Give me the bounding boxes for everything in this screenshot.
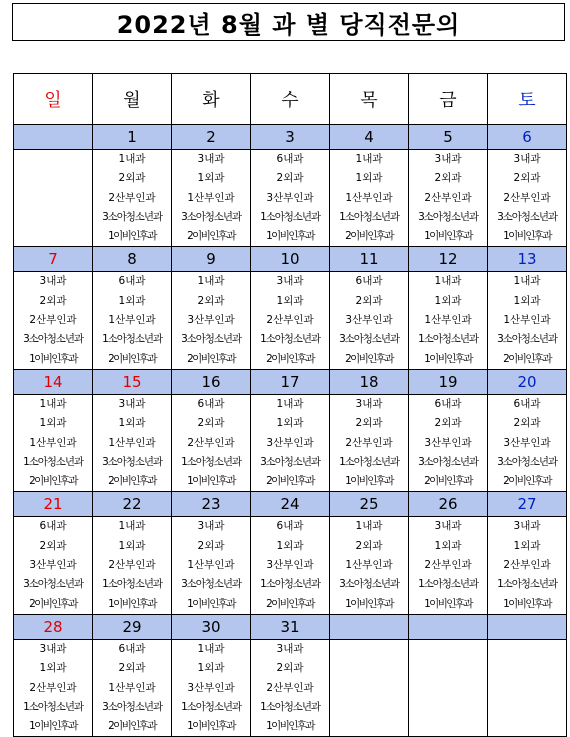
- duty-cell: [93, 150, 172, 247]
- duty-line: 1이비인후과: [29, 720, 77, 733]
- duty-line: 2이비인후과: [266, 352, 314, 365]
- duty-cell: [14, 394, 93, 491]
- duty-cell: [330, 272, 409, 369]
- duty-line: [409, 640, 487, 659]
- duty-cell: [172, 150, 251, 247]
- date-cell: 7: [14, 247, 93, 272]
- duty-line: 1외과: [197, 662, 225, 675]
- duty-line: 1이비인후과: [187, 597, 235, 610]
- duty-line: 1이비인후과: [108, 230, 156, 243]
- duty-line: 2이비인후과: [187, 352, 235, 365]
- duty-line: [14, 208, 92, 227]
- duty-line: 3소아청소년과: [23, 578, 83, 591]
- duty-line: 1산부인과: [345, 559, 393, 572]
- duty-line: 1이비인후과: [503, 230, 551, 243]
- duty-cell: [488, 517, 567, 614]
- duty-line: [409, 679, 487, 698]
- date-cell: 31: [251, 614, 330, 639]
- date-cell: 6: [488, 125, 567, 150]
- duty-cell: [409, 394, 488, 491]
- duty-line: 1이비인후과: [424, 230, 472, 243]
- duty-line: [14, 227, 92, 246]
- duty-cell: [409, 150, 488, 247]
- date-cell: 28: [14, 614, 93, 639]
- duty-line: 1이비인후과: [424, 352, 472, 365]
- duty-line: 6내과: [197, 397, 225, 410]
- duty-line: 1산부인과: [108, 681, 156, 694]
- date-cell: 9: [172, 247, 251, 272]
- duty-line: 2외과: [355, 539, 383, 552]
- duty-line: 3소아청소년과: [23, 333, 83, 346]
- duty-line: 6내과: [276, 153, 304, 165]
- duty-cell: [251, 639, 330, 736]
- duty-line: 1이비인후과: [424, 597, 472, 610]
- duty-line: 2이비인후과: [108, 352, 156, 365]
- duty-line: 1이비인후과: [266, 230, 314, 243]
- duty-line: 6내과: [513, 397, 541, 410]
- duty-cell: [93, 517, 172, 614]
- date-cell: 17: [251, 369, 330, 394]
- duty-line: 1이비인후과: [187, 475, 235, 488]
- date-cell: 27: [488, 492, 567, 517]
- duty-line: [14, 150, 92, 169]
- duty-line: 1소아청소년과: [181, 700, 241, 713]
- date-cell: 10: [251, 247, 330, 272]
- weekday-header-sun: 일: [14, 74, 93, 125]
- duty-line: 2외과: [197, 294, 225, 307]
- date-cell: 23: [172, 492, 251, 517]
- duty-line: 3산부인과: [29, 559, 77, 572]
- duty-line: 1외과: [118, 539, 146, 552]
- duty-line: 3소아청소년과: [497, 455, 557, 468]
- date-cell: 4: [330, 125, 409, 150]
- duty-line: 3내과: [197, 153, 225, 165]
- duty-line: 2외과: [276, 172, 304, 185]
- duty-row: [14, 639, 567, 736]
- duty-line: 1소아청소년과: [497, 578, 557, 591]
- date-cell: 22: [93, 492, 172, 517]
- duty-line: 1내과: [197, 642, 225, 655]
- duty-line: 6내과: [276, 520, 304, 533]
- date-cell: 24: [251, 492, 330, 517]
- date-cell: 12: [409, 247, 488, 272]
- date-row: [14, 369, 567, 394]
- duty-line: 2이비인후과: [29, 475, 77, 488]
- duty-line: 1이비인후과: [29, 352, 77, 365]
- duty-line: [488, 659, 566, 678]
- duty-line: 1내과: [118, 520, 146, 533]
- duty-line: 2산부인과: [345, 436, 393, 449]
- duty-row: [14, 517, 567, 614]
- date-cell: 30: [172, 614, 251, 639]
- duty-line: 3내과: [355, 397, 383, 410]
- duty-cell: [488, 394, 567, 491]
- duty-line: 2산부인과: [187, 436, 235, 449]
- duty-row: [14, 150, 567, 247]
- date-row: [14, 247, 567, 272]
- duty-cell: [93, 639, 172, 736]
- duty-line: 1소아청소년과: [418, 333, 478, 346]
- duty-line: 1이비인후과: [266, 720, 314, 733]
- duty-line: 1내과: [513, 275, 541, 288]
- duty-line: 1소아청소년과: [260, 578, 320, 591]
- duty-line: 2외과: [434, 172, 462, 185]
- duty-line: 3소아청소년과: [339, 578, 399, 591]
- date-cell: [409, 614, 488, 639]
- duty-cell: [251, 517, 330, 614]
- duty-line: 6내과: [434, 397, 462, 410]
- duty-line: 1외과: [513, 539, 541, 552]
- duty-line: 1외과: [118, 294, 146, 307]
- duty-line: 3내과: [513, 520, 541, 533]
- duty-line: 6내과: [355, 275, 383, 288]
- date-cell: [330, 614, 409, 639]
- duty-line: 3산부인과: [503, 436, 551, 449]
- duty-line: [488, 640, 566, 659]
- date-cell: [488, 614, 567, 639]
- page-title: 2022년 8월 과 별 당직전문의: [116, 10, 461, 39]
- duty-cell: [251, 150, 330, 247]
- duty-cell: [409, 272, 488, 369]
- duty-line: 1외과: [513, 294, 541, 307]
- duty-line: 1소아청소년과: [260, 210, 320, 223]
- date-cell: 26: [409, 492, 488, 517]
- duty-line: 1산부인과: [108, 436, 156, 449]
- duty-cell: [172, 639, 251, 736]
- title-box: [12, 3, 565, 41]
- duty-line: 1소아청소년과: [23, 455, 83, 468]
- duty-line: 2산부인과: [266, 681, 314, 694]
- duty-line: 1외과: [39, 417, 67, 430]
- duty-line: 1외과: [39, 662, 67, 675]
- date-row: [14, 614, 567, 639]
- duty-line: [488, 679, 566, 698]
- weekday-header-tue: 화: [172, 74, 251, 125]
- duty-line: 1산부인과: [187, 191, 235, 204]
- duty-line: 6내과: [39, 520, 67, 533]
- date-cell: 5: [409, 125, 488, 150]
- duty-line: 6내과: [118, 642, 146, 655]
- weekday-header-mon: 월: [93, 74, 172, 125]
- duty-line: 2외과: [118, 662, 146, 675]
- duty-line: 2이비인후과: [108, 475, 156, 488]
- duty-line: 1외과: [434, 539, 462, 552]
- duty-cell: [172, 272, 251, 369]
- weekday-header-wed: 수: [251, 74, 330, 125]
- duty-line: 2이비인후과: [187, 230, 235, 243]
- duty-line: 1이비인후과: [345, 475, 393, 488]
- duty-line: 2산부인과: [266, 314, 314, 327]
- duty-line: 3소아청소년과: [181, 578, 241, 591]
- duty-line: 2이비인후과: [424, 475, 472, 488]
- duty-cell: [93, 272, 172, 369]
- duty-line: 1이비인후과: [345, 597, 393, 610]
- duty-line: [488, 698, 566, 717]
- duty-line: 1산부인과: [503, 314, 551, 327]
- duty-cell: [14, 517, 93, 614]
- duty-line: [14, 169, 92, 188]
- duty-line: [409, 659, 487, 678]
- date-cell: 1: [93, 125, 172, 150]
- duty-line: 2외과: [355, 294, 383, 307]
- duty-line: 6내과: [118, 275, 146, 288]
- duty-line: 1산부인과: [345, 191, 393, 204]
- date-cell: 2: [172, 125, 251, 150]
- weekday-header-row: [14, 74, 567, 125]
- duty-cell: [172, 517, 251, 614]
- duty-cell: [330, 150, 409, 247]
- duty-line: 1내과: [39, 397, 67, 410]
- duty-line: 2산부인과: [108, 559, 156, 572]
- weekday-header-thu: 목: [330, 74, 409, 125]
- duty-line: 2이비인후과: [503, 352, 551, 365]
- duty-line: 2산부인과: [503, 191, 551, 204]
- duty-line: 3내과: [276, 275, 304, 288]
- duty-line: [330, 659, 408, 678]
- duty-cell: [14, 150, 93, 247]
- date-cell: 11: [330, 247, 409, 272]
- duty-line: [409, 717, 487, 736]
- duty-line: 3산부인과: [345, 314, 393, 327]
- duty-line: 2산부인과: [424, 559, 472, 572]
- duty-cell: [488, 150, 567, 247]
- duty-line: 1소아청소년과: [260, 700, 320, 713]
- date-row: [14, 492, 567, 517]
- duty-cell: [488, 639, 567, 736]
- duty-line: 3내과: [434, 153, 462, 165]
- duty-line: 3산부인과: [266, 436, 314, 449]
- duty-line: 2외과: [434, 417, 462, 430]
- duty-line: 1외과: [434, 294, 462, 307]
- duty-line: 1내과: [355, 520, 383, 533]
- duty-line: [409, 698, 487, 717]
- duty-line: 2외과: [39, 539, 67, 552]
- duty-line: 2산부인과: [424, 191, 472, 204]
- duty-line: 1내과: [118, 153, 146, 165]
- duty-line: 3내과: [276, 642, 304, 655]
- date-row: [14, 125, 567, 150]
- duty-line: 1외과: [276, 294, 304, 307]
- duty-line: 1산부인과: [29, 436, 77, 449]
- duty-line: 1이비인후과: [503, 597, 551, 610]
- date-cell: 8: [93, 247, 172, 272]
- duty-line: 3산부인과: [424, 436, 472, 449]
- duty-line: 1소아청소년과: [339, 455, 399, 468]
- duty-line: 3소아청소년과: [339, 333, 399, 346]
- date-cell: 29: [93, 614, 172, 639]
- duty-line: 2외과: [276, 662, 304, 675]
- duty-cell: [14, 639, 93, 736]
- date-cell: 16: [172, 369, 251, 394]
- date-cell: 18: [330, 369, 409, 394]
- weekday-header-fri: 금: [409, 74, 488, 125]
- duty-line: 2이비인후과: [345, 352, 393, 365]
- duty-line: 3소아청소년과: [102, 455, 162, 468]
- duty-line: 2산부인과: [29, 681, 77, 694]
- duty-line: 2이비인후과: [266, 597, 314, 610]
- date-cell: 25: [330, 492, 409, 517]
- duty-line: 3소아청소년과: [418, 455, 478, 468]
- duty-line: 3산부인과: [187, 681, 235, 694]
- duty-line: 3내과: [513, 153, 541, 165]
- duty-cell: [330, 517, 409, 614]
- duty-line: 1내과: [197, 275, 225, 288]
- duty-line: 3소아청소년과: [418, 210, 478, 223]
- duty-line: 1내과: [276, 397, 304, 410]
- duty-cell: [330, 639, 409, 736]
- duty-line: 1소아청소년과: [102, 578, 162, 591]
- duty-line: 1이비인후과: [108, 597, 156, 610]
- duty-line: 2외과: [39, 294, 67, 307]
- duty-line: 1소아청소년과: [418, 578, 478, 591]
- duty-cell: [14, 272, 93, 369]
- duty-line: 3소아청소년과: [260, 455, 320, 468]
- duty-line: 1내과: [355, 153, 383, 165]
- duty-line: 1외과: [355, 172, 383, 185]
- duty-line: 2산부인과: [29, 314, 77, 327]
- duty-line: 2외과: [513, 172, 541, 185]
- duty-line: 2이비인후과: [108, 720, 156, 733]
- duty-line: 2외과: [513, 417, 541, 430]
- date-cell: 21: [14, 492, 93, 517]
- duty-line: 3내과: [118, 397, 146, 410]
- duty-line: 3소아청소년과: [181, 333, 241, 346]
- date-cell: 3: [251, 125, 330, 150]
- duty-line: 3산부인과: [187, 314, 235, 327]
- date-cell: [14, 125, 93, 150]
- duty-line: 3내과: [434, 520, 462, 533]
- duty-line: 3산부인과: [266, 559, 314, 572]
- duty-line: [330, 640, 408, 659]
- duty-cell: [409, 517, 488, 614]
- date-cell: 20: [488, 369, 567, 394]
- duty-line: 2이비인후과: [29, 597, 77, 610]
- duty-line: 2외과: [118, 172, 146, 185]
- weekday-header-sat: 토: [488, 74, 567, 125]
- duty-line: 2외과: [197, 539, 225, 552]
- duty-line: [14, 189, 92, 208]
- duty-line: 2외과: [197, 417, 225, 430]
- duty-line: 3소아청소년과: [102, 210, 162, 223]
- duty-line: 1외과: [118, 417, 146, 430]
- duty-line: 1산부인과: [187, 559, 235, 572]
- duty-line: 1소아청소년과: [260, 333, 320, 346]
- duty-line: 2이비인후과: [503, 475, 551, 488]
- duty-line: 1소아청소년과: [339, 210, 399, 223]
- duty-line: 2이비인후과: [266, 475, 314, 488]
- duty-line: 1산부인과: [108, 314, 156, 327]
- duty-line: 1소아청소년과: [181, 455, 241, 468]
- duty-line: 2외과: [355, 417, 383, 430]
- duty-line: 3산부인과: [266, 191, 314, 204]
- duty-cell: [251, 394, 330, 491]
- date-cell: 13: [488, 247, 567, 272]
- duty-line: 1내과: [434, 275, 462, 288]
- duty-line: 3내과: [39, 275, 67, 288]
- date-cell: 19: [409, 369, 488, 394]
- duty-line: [330, 679, 408, 698]
- duty-line: 3내과: [197, 520, 225, 533]
- duty-line: 2이비인후과: [345, 230, 393, 243]
- calendar-table: [13, 73, 567, 737]
- duty-line: 1소아청소년과: [23, 700, 83, 713]
- duty-line: 3소아청소년과: [497, 333, 557, 346]
- duty-line: [330, 698, 408, 717]
- duty-line: 1산부인과: [424, 314, 472, 327]
- duty-cell: [251, 272, 330, 369]
- duty-line: 1이비인후과: [187, 720, 235, 733]
- date-cell: 14: [14, 369, 93, 394]
- duty-cell: [172, 394, 251, 491]
- duty-line: 3소아청소년과: [497, 210, 557, 223]
- duty-line: [330, 717, 408, 736]
- duty-cell: [330, 394, 409, 491]
- duty-line: 2산부인과: [108, 191, 156, 204]
- duty-line: 1소아청소년과: [102, 333, 162, 346]
- duty-line: 2산부인과: [503, 559, 551, 572]
- duty-line: 3소아청소년과: [181, 210, 241, 223]
- duty-row: [14, 394, 567, 491]
- duty-cell: [488, 272, 567, 369]
- duty-cell: [409, 639, 488, 736]
- duty-row: [14, 272, 567, 369]
- date-cell: 15: [93, 369, 172, 394]
- duty-line: 3소아청소년과: [102, 700, 162, 713]
- duty-line: 1외과: [197, 172, 225, 185]
- duty-line: 1외과: [276, 417, 304, 430]
- duty-line: 1외과: [276, 539, 304, 552]
- duty-line: 3내과: [39, 642, 67, 655]
- duty-line: [488, 717, 566, 736]
- duty-cell: [93, 394, 172, 491]
